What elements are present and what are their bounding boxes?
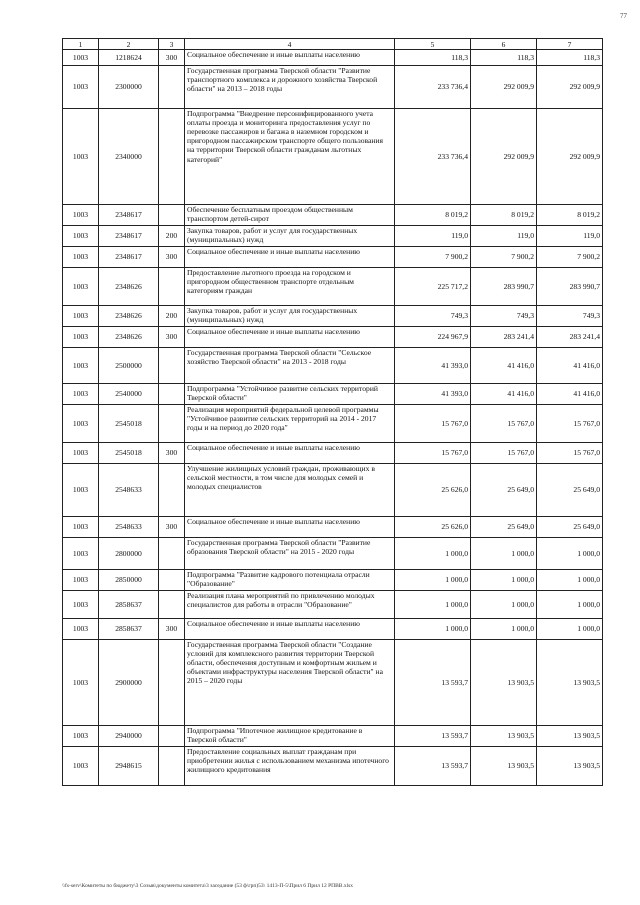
- target-code-cell: 2800000: [99, 538, 159, 570]
- table-row: [63, 205, 603, 226]
- section-cell: 1003: [63, 517, 99, 538]
- target-code-cell: 2348617: [99, 205, 159, 226]
- table-body: [63, 50, 603, 786]
- section-cell: 1003: [63, 640, 99, 726]
- expense-type-cell: 300: [159, 247, 185, 268]
- amount-cell: 119,0: [395, 226, 471, 247]
- section-cell: 1003: [63, 50, 99, 66]
- target-code-cell: 2900000: [99, 640, 159, 726]
- column-header: 7: [537, 39, 603, 50]
- amount-cell: 283 990,7: [537, 268, 603, 306]
- item-name-cell: Обеспечение бесплатным проездом общественным транспортом детей-сирот: [185, 205, 395, 226]
- item-name-cell: Реализация мероприятий федеральной целевой программы "Устойчивое развитие сельских территорий на 2014 - 2017 годы и на период до 2020 года": [185, 405, 395, 443]
- amount-cell: 41 416,0: [471, 348, 537, 384]
- expense-type-cell: 200: [159, 226, 185, 247]
- target-code-cell: 2548633: [99, 517, 159, 538]
- section-cell: 1003: [63, 726, 99, 747]
- target-code-cell: 2348626: [99, 327, 159, 348]
- amount-cell: 749,3: [537, 306, 603, 327]
- table-row: [63, 747, 603, 786]
- amount-cell: 1 000,0: [471, 591, 537, 619]
- expense-type-cell: 300: [159, 443, 185, 464]
- table-row: [63, 327, 603, 348]
- item-name-cell: Социальное обеспечение и иные выплаты населению: [185, 517, 395, 538]
- amount-cell: 749,3: [471, 306, 537, 327]
- item-name-cell: Социальное обеспечение и иные выплаты населению: [185, 327, 395, 348]
- target-code-cell: 2545018: [99, 405, 159, 443]
- file-path-footer: \\fs-serv\Комитеты по бюджету\3 Созыв\документы комитета\3 заседание (53 ф\грп)53\ 1413-П-5\Прил 6 Прил 12 РПВВ.xlsx: [62, 883, 353, 889]
- expense-type-cell: 200: [159, 306, 185, 327]
- table-row: [63, 443, 603, 464]
- expense-type-cell: [159, 464, 185, 517]
- amount-cell: 292 009,9: [537, 109, 603, 205]
- item-name-cell: Государственная программа Тверской области "Развитие образования Тверской области" на 2015 - 2020 годы: [185, 538, 395, 570]
- amount-cell: 1 000,0: [471, 538, 537, 570]
- expense-type-cell: [159, 640, 185, 726]
- section-cell: 1003: [63, 66, 99, 109]
- item-name-cell: Улучшение жилищных условий граждан, проживающих в сельской местности, в том числе для молодых семей и молодых специалистов: [185, 464, 395, 517]
- expense-type-cell: [159, 109, 185, 205]
- amount-cell: 283 990,7: [471, 268, 537, 306]
- amount-cell: 283 241,4: [537, 327, 603, 348]
- expense-type-cell: [159, 405, 185, 443]
- table-row: [63, 570, 603, 591]
- table-row: [63, 109, 603, 205]
- expense-type-cell: [159, 348, 185, 384]
- item-name-cell: Социальное обеспечение и иные выплаты населению: [185, 443, 395, 464]
- item-name-cell: Предоставление льготного проезда на городском и пригородном общественном транспорте отдельным категориям граждан: [185, 268, 395, 306]
- page-number: 77: [620, 12, 627, 20]
- section-cell: 1003: [63, 268, 99, 306]
- amount-cell: 1 000,0: [537, 591, 603, 619]
- amount-cell: 118,3: [395, 50, 471, 66]
- target-code-cell: 2858637: [99, 619, 159, 640]
- amount-cell: 225 717,2: [395, 268, 471, 306]
- amount-cell: 13 903,5: [471, 726, 537, 747]
- amount-cell: 8 019,2: [471, 205, 537, 226]
- column-header: 5: [395, 39, 471, 50]
- section-cell: 1003: [63, 205, 99, 226]
- table-row: [63, 538, 603, 570]
- target-code-cell: 2500000: [99, 348, 159, 384]
- table-row: [63, 226, 603, 247]
- section-cell: 1003: [63, 109, 99, 205]
- column-header: 6: [471, 39, 537, 50]
- amount-cell: 13 903,5: [537, 640, 603, 726]
- table-row: [63, 619, 603, 640]
- amount-cell: 292 009,9: [537, 66, 603, 109]
- amount-cell: 13 903,5: [537, 726, 603, 747]
- amount-cell: 224 967,9: [395, 327, 471, 348]
- column-header: 1: [63, 39, 99, 50]
- target-code-cell: 2858637: [99, 591, 159, 619]
- amount-cell: 118,3: [471, 50, 537, 66]
- amount-cell: 1 000,0: [395, 538, 471, 570]
- amount-cell: 25 626,0: [395, 464, 471, 517]
- amount-cell: 1 000,0: [471, 570, 537, 591]
- amount-cell: 41 393,0: [395, 348, 471, 384]
- section-cell: 1003: [63, 591, 99, 619]
- table-row: [63, 591, 603, 619]
- target-code-cell: 2850000: [99, 570, 159, 591]
- amount-cell: 15 767,0: [471, 405, 537, 443]
- column-header: 3: [159, 39, 185, 50]
- target-code-cell: 2940000: [99, 726, 159, 747]
- table-row: [63, 405, 603, 443]
- item-name-cell: Предоставление социальных выплат гражданам при приобретении жилья с использованием механизма ипотечного жилищного кредитования: [185, 747, 395, 786]
- amount-cell: 13 593,7: [395, 747, 471, 786]
- section-cell: 1003: [63, 619, 99, 640]
- amount-cell: 1 000,0: [395, 570, 471, 591]
- section-cell: 1003: [63, 747, 99, 786]
- target-code-cell: 2300000: [99, 66, 159, 109]
- amount-cell: 1 000,0: [537, 570, 603, 591]
- amount-cell: 1 000,0: [395, 619, 471, 640]
- expense-type-cell: [159, 384, 185, 405]
- table-row: [63, 517, 603, 538]
- target-code-cell: 2348617: [99, 226, 159, 247]
- item-name-cell: Подпрограмма "Устойчивое развитие сельских территорий Тверской области": [185, 384, 395, 405]
- table-row: [63, 348, 603, 384]
- amount-cell: 41 416,0: [537, 384, 603, 405]
- amount-cell: 1 000,0: [471, 619, 537, 640]
- expense-type-cell: 300: [159, 50, 185, 66]
- section-cell: 1003: [63, 443, 99, 464]
- table-row: [63, 384, 603, 405]
- amount-cell: 8 019,2: [537, 205, 603, 226]
- amount-cell: 749,3: [395, 306, 471, 327]
- table-row: [63, 640, 603, 726]
- amount-cell: 7 900,2: [537, 247, 603, 268]
- table-row: [63, 66, 603, 109]
- amount-cell: 233 736,4: [395, 109, 471, 205]
- item-name-cell: Государственная программа Тверской области "Сельское хозяйство Тверской области" на 2013 - 2018 годы: [185, 348, 395, 384]
- amount-cell: 13 903,5: [471, 640, 537, 726]
- table-row: [63, 464, 603, 517]
- amount-cell: 41 416,0: [537, 348, 603, 384]
- amount-cell: 13 593,7: [395, 640, 471, 726]
- amount-cell: 292 009,9: [471, 66, 537, 109]
- amount-cell: 7 900,2: [471, 247, 537, 268]
- amount-cell: 283 241,4: [471, 327, 537, 348]
- amount-cell: 233 736,4: [395, 66, 471, 109]
- amount-cell: 15 767,0: [537, 405, 603, 443]
- target-code-cell: 2948615: [99, 747, 159, 786]
- amount-cell: 292 009,9: [471, 109, 537, 205]
- item-name-cell: Подпрограмма "Развитие кадрового потенциала отрасли "Образование": [185, 570, 395, 591]
- amount-cell: 41 393,0: [395, 384, 471, 405]
- amount-cell: 13 593,7: [395, 726, 471, 747]
- expense-type-cell: [159, 726, 185, 747]
- section-cell: 1003: [63, 464, 99, 517]
- target-code-cell: 2340000: [99, 109, 159, 205]
- amount-cell: 25 649,0: [471, 464, 537, 517]
- amount-cell: 1 000,0: [395, 591, 471, 619]
- amount-cell: 15 767,0: [395, 443, 471, 464]
- table-row: [63, 247, 603, 268]
- amount-cell: 15 767,0: [471, 443, 537, 464]
- table-row: [63, 306, 603, 327]
- section-cell: 1003: [63, 405, 99, 443]
- section-cell: 1003: [63, 384, 99, 405]
- target-code-cell: 2348626: [99, 306, 159, 327]
- target-code-cell: 2348617: [99, 247, 159, 268]
- section-cell: 1003: [63, 327, 99, 348]
- table-header-row: [63, 39, 603, 50]
- item-name-cell: Социальное обеспечение и иные выплаты населению: [185, 50, 395, 66]
- section-cell: 1003: [63, 538, 99, 570]
- expense-type-cell: 300: [159, 327, 185, 348]
- amount-cell: 13 903,5: [537, 747, 603, 786]
- expense-type-cell: [159, 538, 185, 570]
- amount-cell: 25 626,0: [395, 517, 471, 538]
- amount-cell: 13 903,5: [471, 747, 537, 786]
- amount-cell: 25 649,0: [471, 517, 537, 538]
- expense-type-cell: [159, 205, 185, 226]
- expense-type-cell: 300: [159, 619, 185, 640]
- target-code-cell: 2540000: [99, 384, 159, 405]
- amount-cell: 118,3: [537, 50, 603, 66]
- amount-cell: 15 767,0: [537, 443, 603, 464]
- section-cell: 1003: [63, 226, 99, 247]
- budget-table: [62, 38, 603, 786]
- table-row: [63, 50, 603, 66]
- expense-type-cell: [159, 66, 185, 109]
- target-code-cell: 2545018: [99, 443, 159, 464]
- expense-type-cell: [159, 591, 185, 619]
- section-cell: 1003: [63, 570, 99, 591]
- section-cell: 1003: [63, 247, 99, 268]
- item-name-cell: Государственная программа Тверской области "Создание условий для комплексного развития территории Тверской области, обеспечения доступным и комфортным жильем и объектами инфраструктуры населения Тверской области" на 2015 – 2020 годы: [185, 640, 395, 726]
- item-name-cell: Подпрограмма "Внедрение персонифицированного учета оплаты проезда и мониторинга предоставления услуг по перевозке пассажиров и багажа в наземном городском и пригородном пассажирском транспорте общего пользования на территории Тверской области гражданам льготных категорий": [185, 109, 395, 205]
- item-name-cell: Государственная программа Тверской области "Развитие транспортного комплекса и дорожного хозяйства Тверской области" на 2013 – 2018 годы: [185, 66, 395, 109]
- target-code-cell: 1218624: [99, 50, 159, 66]
- expense-type-cell: [159, 268, 185, 306]
- amount-cell: 119,0: [537, 226, 603, 247]
- item-name-cell: Подпрограмма "Ипотечное жилищное кредитование в Тверской области": [185, 726, 395, 747]
- amount-cell: 1 000,0: [537, 538, 603, 570]
- item-name-cell: Социальное обеспечение и иные выплаты населению: [185, 247, 395, 268]
- amount-cell: 15 767,0: [395, 405, 471, 443]
- target-code-cell: 2348626: [99, 268, 159, 306]
- column-header: 2: [99, 39, 159, 50]
- column-header: 4: [185, 39, 395, 50]
- item-name-cell: Реализация плана мероприятий по привлечению молодых специалистов для работы в отрасли "Образование": [185, 591, 395, 619]
- amount-cell: 1 000,0: [537, 619, 603, 640]
- section-cell: 1003: [63, 306, 99, 327]
- amount-cell: 8 019,2: [395, 205, 471, 226]
- amount-cell: 41 416,0: [471, 384, 537, 405]
- table-row: [63, 726, 603, 747]
- amount-cell: 7 900,2: [395, 247, 471, 268]
- amount-cell: 119,0: [471, 226, 537, 247]
- item-name-cell: Закупка товаров, работ и услуг для государственных (муниципальных) нужд: [185, 226, 395, 247]
- amount-cell: 25 649,0: [537, 464, 603, 517]
- item-name-cell: Закупка товаров, работ и услуг для государственных (муниципальных) нужд: [185, 306, 395, 327]
- table-row: [63, 268, 603, 306]
- amount-cell: 25 649,0: [537, 517, 603, 538]
- expense-type-cell: [159, 747, 185, 786]
- item-name-cell: Социальное обеспечение и иные выплаты населению: [185, 619, 395, 640]
- expense-type-cell: 300: [159, 517, 185, 538]
- section-cell: 1003: [63, 348, 99, 384]
- target-code-cell: 2548633: [99, 464, 159, 517]
- expense-type-cell: [159, 570, 185, 591]
